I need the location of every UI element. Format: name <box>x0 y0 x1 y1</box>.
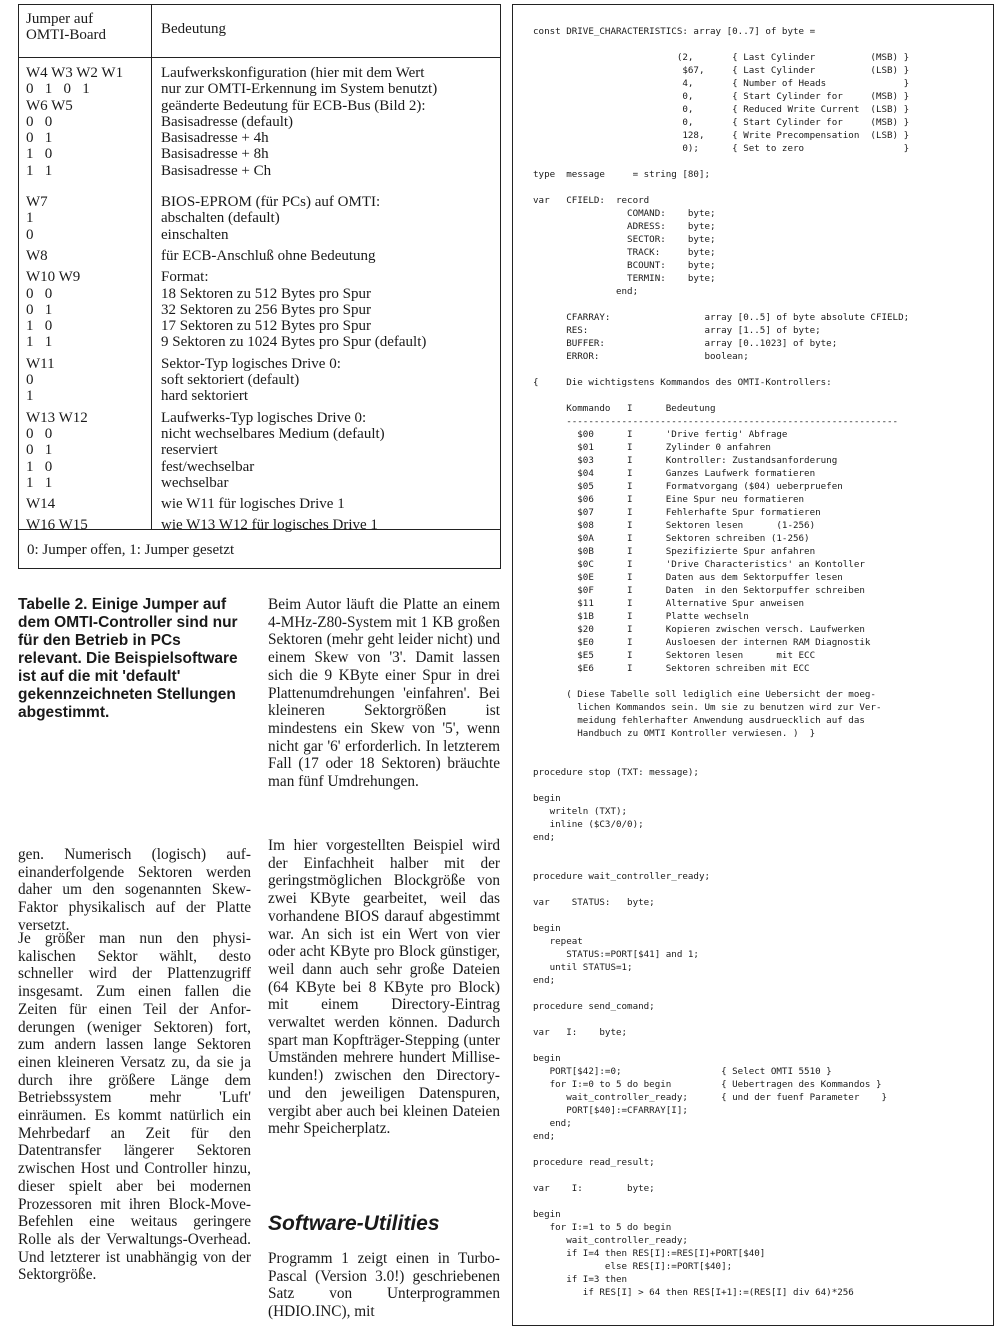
table-row <box>19 475 500 491</box>
meaning-cell: reserviert <box>161 442 218 459</box>
meaning-cell <box>151 179 161 189</box>
table-row <box>19 517 500 533</box>
table-row <box>19 410 500 426</box>
table-row <box>19 496 500 512</box>
table-row <box>19 269 500 285</box>
jumper-cell: 0 1 <box>26 301 53 318</box>
table-row <box>19 98 500 114</box>
table-row <box>19 302 500 318</box>
table-caption: Tabelle 2. Einige Jumper auf dem OMTI-Controller sind nur für den Betrieb in PCs relevant. Die Beispielsoftware ist auf die mit 'default' gekennzeichneten Stellungen abgestimmt. <box>18 596 238 721</box>
jumper-cell: 0 <box>26 372 34 389</box>
jumper-cell: W10 W9 <box>26 269 81 286</box>
jumper-cell: 1 0 <box>26 458 53 475</box>
table-header-meaning: Bedeutung <box>161 21 226 37</box>
meaning-cell: für ECB-Anschluß ohne Bedeutung <box>161 247 376 264</box>
meaning-cell: wie W13 W12 für logisches Drive 1 <box>161 517 378 534</box>
table-row <box>19 426 500 442</box>
meaning-cell: Basisadresse + 4h <box>161 130 269 147</box>
jumper-cell: W8 <box>26 247 48 264</box>
jumper-cell: W7 <box>26 194 48 211</box>
meaning-cell: Basisadresse + Ch <box>161 162 272 179</box>
table-row <box>19 318 500 334</box>
meaning-cell: Sektor-Typ logisches Drive 0: <box>161 355 341 372</box>
meaning-cell: geänderte Bedeutung für ECB-Bus (Bild 2): <box>161 97 426 114</box>
meaning-cell: hard sektoriert <box>161 388 249 405</box>
meaning-cell: abschalten (default) <box>161 210 280 227</box>
meaning-cell: wie W11 für logisches Drive 1 <box>161 496 345 513</box>
jumper-cell: 0 0 <box>26 425 53 442</box>
meaning-cell: Basisadresse (default) <box>161 113 294 130</box>
meaning-cell: wechselbar <box>161 474 229 491</box>
jumper-cell: W4 W3 W2 W1 <box>26 65 124 81</box>
meaning-cell: Basisadresse + 8h <box>161 146 269 163</box>
body-paragraph: Im hier vorgestellten Beispiel wird der Einfachheit halber mit der geringstmöglichen Blockgröße von zwei KByte gearbeitet, weil das vorhandene BIOS darauf abgestimmt war. An sich ist ein Wert von vier oder acht KByte pro Block günstiger, weil dann auch sehr große Dateien (64 KByte bei 8 KByte pro Block) mit einem Directory-Eintrag verwaltet werden können. Dadurch spart man Kopfträger-Stepping (unter Umständen mehrere hundert Millisekunden!) zwischen den Directory- und den jeweiligen Datenspuren, vergibt aber auch bei kleinen Dateien mehr Speicherplatz. <box>268 837 500 1138</box>
section-heading: Software-Utilities <box>268 1212 440 1235</box>
jumper-cell: W13 W12 <box>26 409 88 426</box>
jumper-cell: 1 0 <box>26 318 53 335</box>
table-row <box>19 356 500 372</box>
jumper-cell: 1 1 <box>26 474 53 491</box>
jumper-cell: W11 <box>26 355 55 372</box>
meaning-cell: 32 Sektoren zu 256 Bytes pro Spur <box>161 301 371 318</box>
table-row <box>19 388 500 404</box>
table-row <box>19 179 500 189</box>
table-row <box>19 334 500 350</box>
table-row <box>19 81 500 97</box>
table-row <box>19 65 500 81</box>
jumper-cell: 0 1 0 1 <box>26 81 90 98</box>
meaning-cell: nur zur OMTI-Erkennung im System benutzt) <box>161 81 438 98</box>
table-row <box>19 163 500 179</box>
table-row <box>19 210 500 226</box>
jumper-table <box>18 4 501 569</box>
jumper-cell: W14 <box>26 496 56 513</box>
jumper-cell <box>19 179 151 189</box>
jumper-cell: 0 1 <box>26 130 53 147</box>
table-header-rule <box>19 57 500 58</box>
table-header-jumper: Jumper auf OMTI-Board <box>26 11 106 43</box>
meaning-cell: 9 Sektoren zu 1024 Bytes pro Spur (default) <box>161 334 427 351</box>
meaning-cell: Laufwerkskonfiguration (hier mit dem Wert <box>161 65 425 81</box>
jumper-table-body <box>19 65 500 534</box>
program-listing-box <box>512 4 994 1326</box>
body-paragraph: Programm 1 zeigt einen in Turbo-Pascal (Version 3.0!) geschriebenen Satz von Unterprogrammen (HDIO.INC), mit <box>268 1250 500 1321</box>
meaning-cell: fest/wechselbar <box>161 458 255 475</box>
table-row <box>19 248 500 264</box>
table-row <box>19 459 500 475</box>
jumper-cell: 0 0 <box>26 285 53 302</box>
meaning-cell: nicht wechselbares Medium (default) <box>161 425 385 442</box>
table-row <box>19 442 500 458</box>
table-row <box>19 130 500 146</box>
body-paragraph: gen. Numerisch (logisch) aufeinanderfolgende Sektoren werden daher um den sogenannten Skew-Faktor physikalisch auf der Platte versetzt. <box>18 846 251 934</box>
jumper-cell: 0 1 <box>26 442 53 459</box>
table-row <box>19 194 500 210</box>
meaning-cell: 18 Sektoren zu 512 Bytes pro Spur <box>161 285 371 302</box>
jumper-cell: 1 <box>26 210 34 227</box>
jumper-cell: 1 <box>26 388 34 405</box>
jumper-cell: 1 1 <box>26 334 53 351</box>
jumper-cell: W6 W5 <box>26 97 73 114</box>
jumper-cell: 0 0 <box>26 113 53 130</box>
meaning-cell: BIOS-EPROM (für PCs) auf OMTI: <box>161 194 381 211</box>
meaning-cell: einschalten <box>161 226 229 243</box>
table-row <box>19 286 500 302</box>
table-row <box>19 114 500 130</box>
meaning-cell: Format: <box>161 269 209 286</box>
jumper-cell: W16 W15 <box>26 517 88 534</box>
table-row <box>19 227 500 243</box>
jumper-cell: 1 1 <box>26 162 53 179</box>
meaning-cell: Laufwerks-Typ logisches Drive 0: <box>161 409 367 426</box>
jumper-cell: 1 0 <box>26 146 53 163</box>
body-paragraph: Je größer man nun den physikalischen Sektor wählt, desto schneller wird der Plattenzugriff insgesamt. Zum einen fallen die Zeiten für einen Teil der Anforderungen (weniger Sektoren) fort, zum andern lassen lange Sektoren einen kleineren Versatz zu, da sie ja durch ihre größere Länge dem Betriebssystem mehr 'Luft' einräumen. Es kommt natürlich ein Mehrbedarf an Zeit für den Datentransfer längerer Sektoren zwischen Host und Controller hinzu, dieser spielt aber bei modernen Prozessoren mit ihren Block-Move-Befehlen eine weitaus geringere Rolle als der Verwaltungs-Overhead. Und letzterer ist unabhängig von der Sektorgröße. <box>18 930 251 1284</box>
table-row <box>19 372 500 388</box>
code-listing: const DRIVE_CHARACTERISTICS: array [0..7] of byte = (2, { Last Cylinder (MSB) } $67, { Last Cylinder (LSB) } 4, { Number of Heads } 0, { Start Cylinder for (MSB) } 0, { Reduced Write Current (LSB) } 0, { Start Cylinder for (MSB) } 128, { Write Precompensation (LSB) } 0); { Set to zero } type message = string [80]; var CFIELD: record COMAND: byte; ADRESS: byte; SECTOR: byte; TRACK: byte; BCOUNT: byte; TERMIN: byte; end; CFARRAY: array [0..5] of byte absolute CFIELD; RES: array [1..5] of byte; BUFFER: array [0..1023] of byte; ERROR: boolean; { Die wichtigstens Kommandos des OMTI-Kontrollers: Kommando I Bedeutung ------------------------------------------------------------ $00 I 'Drive fertig' Abfrage $01 I Zylinder 0 anfahren $03 I Kontroller: Zustandsanforderung $04 I Ganzes Laufwerk formatieren $05 I Formatvorgang ($04) ueberpruefen $06 I Eine Spur neu formatieren $07 I Fehlerhafte Spur formatieren $08 I Sektoren lesen (1-256) $0A I Sektoren schreiben (1-256) $0B I Spezifizierte Spur anfahren $0C I 'Drive Characteristics' an Kontoller $0E I Daten aus dem Sektorpuffer lesen $0F I Daten in den Sektorpuffer schreiben $11 I Alternative Spur anweisen $1B I Platte wechseln $20 I Kopieren zwischen versch. Laufwerken $E0 I Ausloesen der internen RAM Diagnostik $E5 I Sektoren lesen mit ECC $E6 I Sektoren schreiben mit ECC ( Diese Tabelle soll lediglich eine Uebersicht der moeg- lichen Kommandos sein. Um sie zu benutzen wird zur Ver- meidung fehlerhafter Anwendung ausdruecklich auf das Handbuch zu OMTI Kontroller verwiesen. ) } procedure stop (TXT: message); begin writeln (TXT); inline ($C3/0/0); end; procedure wait_controller_ready; var STATUS: byte; begin repeat STATUS:=PORT[$41] and 1; until STATUS=1; end; procedure send_comand; var I: byte; begin PORT[$42]:=0; { Select OMTI 5510 } for I:=0 to 5 do begin { Uebertragen des Kommandos } wait_controller_ready; { und der fuenf Parameter } PORT[$40]:=CFARRAY[I]; end; end; procedure read_result; var I: byte; begin for I:=1 to 5 do begin wait_controller_ready; if I=4 then RES[I]:=RES[I]+PORT[$40] else RES[I]:=PORT[$40]; if I=3 then if RES[I] > 64 then RES[I+1]:=(RES[I] div 64)*256 <box>533 26 910 1298</box>
meaning-cell: 17 Sektoren zu 512 Bytes pro Spur <box>161 318 371 335</box>
meaning-cell: soft sektoriert (default) <box>161 372 300 389</box>
table-footnote: 0: Jumper offen, 1: Jumper gesetzt <box>27 542 235 558</box>
body-paragraph: Beim Autor läuft die Platte an einem 4-MHz-Z80-System mit 1 KB großen Sektoren (mehr geht leider nicht) und einem Skew von '3'. Damit lassen sich die 9 KByte einer Spur in drei Plattenumdrehungen 'einfahren'. Bei kleineren Sektorgrößen ist mindestens ein Skew von '5', wenn nicht gar '6' erforderlich. In letzterem Fall (17 oder 18 Sektoren) bräuchte man fünf Umdrehungen. <box>268 596 500 791</box>
table-row <box>19 146 500 162</box>
jumper-cell: 0 <box>26 226 34 243</box>
